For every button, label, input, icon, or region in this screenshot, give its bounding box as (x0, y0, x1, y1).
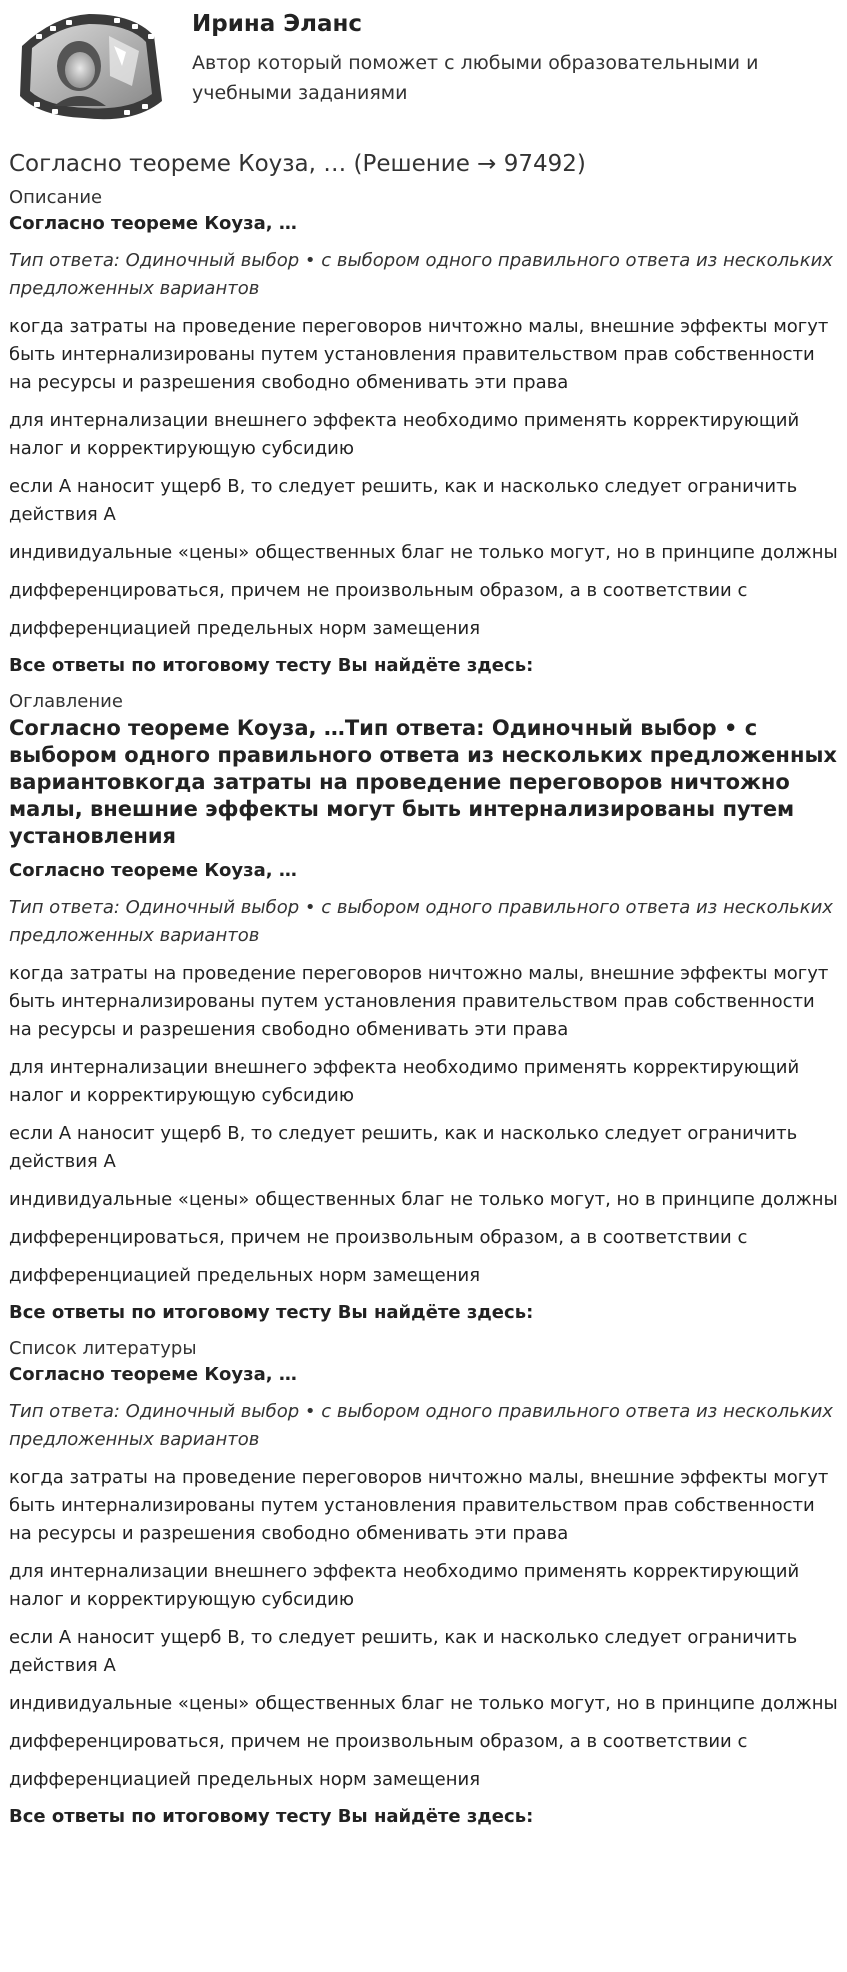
answer-type: Тип ответа: Одиночный выбор • с выбором одного правильного ответа из нескольких предложенных вариантов (9, 1401, 833, 1450)
answer-type: Тип ответа: Одиночный выбор • с выбором одного правильного ответа из нескольких предложенных вариантов (9, 250, 833, 299)
answer-option: для интернализации внешнего эффекта необходимо применять корректирующий налог и корректирующую субсидию (9, 1057, 800, 1106)
toc-section (9, 689, 838, 1326)
section-label-description: Описание (9, 187, 103, 208)
answer-option: дифференциацией предельных норм замещения (9, 1265, 481, 1286)
answer-option: индивидуальные «цены» общественных благ не только могут, но в принципе должны (9, 1693, 838, 1714)
question-title: Согласно теореме Коуза, … (9, 1364, 297, 1385)
answer-option: если А наносит ущерб В, то следует решить, как и насколько следует ограничить действия А (9, 1123, 798, 1172)
answer-option: дифференцироваться, причем не произвольным образом, а в соответствии с (9, 1731, 748, 1752)
answer-option: индивидуальные «цены» общественных благ не только могут, но в принципе должны (9, 1189, 838, 1210)
question-title: Согласно теореме Коуза, … (9, 860, 297, 881)
answer-option: дифференцироваться, причем не произвольным образом, а в соответствии с (9, 580, 748, 601)
page-title: Согласно теореме Коуза, … (Решение → 97492) (9, 151, 586, 177)
answer-type: Тип ответа: Одиночный выбор • с выбором одного правильного ответа из нескольких предложенных вариантов (9, 897, 833, 946)
all-answers-text: Все ответы по итоговому тесту Вы найдёте здесь: (9, 1806, 534, 1827)
author-name: Ирина Эланс (192, 11, 363, 37)
section-label-literature: Список литературы (9, 1338, 197, 1359)
description-section (9, 185, 838, 679)
all-answers-text: Все ответы по итоговому тесту Вы найдёте здесь: (9, 1302, 534, 1323)
answer-option: дифференцироваться, причем не произвольным образом, а в соответствии с (9, 1227, 748, 1248)
all-answers-text: Все ответы по итоговому тесту Вы найдёте здесь: (9, 655, 534, 676)
answer-option: для интернализации внешнего эффекта необходимо применять корректирующий налог и корректирующую субсидию (9, 1561, 800, 1610)
answer-option: если А наносит ущерб В, то следует решить, как и насколько следует ограничить действия А (9, 1627, 798, 1676)
author-description: Автор который поможет с любыми образовательными и учебными заданиями (192, 52, 759, 104)
answer-option: для интернализации внешнего эффекта необходимо применять корректирующий налог и корректирующую субсидию (9, 410, 800, 459)
toc-heading: Согласно теореме Коуза, …Тип ответа: Одиночный выбор • с выбором одного правильного ответа из нескольких предложенных вариантовкогда затраты на проведение переговоров ничтожно малы, внешние эффекты могут быть интернализированы путем установления (9, 716, 837, 848)
answer-option: когда затраты на проведение переговоров ничтожно малы, внешние эффекты могут быть интернализированы путем установления правительством прав собственности на ресурсы и разрешения свободно обменивать эти права (9, 1467, 829, 1544)
answer-option: если А наносит ущерб В, то следует решить, как и насколько следует ограничить действия А (9, 476, 798, 525)
answer-option: когда затраты на проведение переговоров ничтожно малы, внешние эффекты могут быть интернализированы путем установления правительством прав собственности на ресурсы и разрешения свободно обменивать эти права (9, 963, 829, 1040)
author-avatar (14, 6, 164, 126)
answer-option: когда затраты на проведение переговоров ничтожно малы, внешние эффекты могут быть интернализированы путем установления правительством прав собственности на ресурсы и разрешения свободно обменивать эти права (9, 316, 829, 393)
section-label-toc: Оглавление (9, 691, 123, 712)
author-header (9, 0, 838, 140)
literature-section (9, 1336, 838, 1830)
answer-option: дифференциацией предельных норм замещения (9, 1769, 481, 1790)
answer-option: индивидуальные «цены» общественных благ не только могут, но в принципе должны (9, 542, 838, 563)
answer-option: дифференциацией предельных норм замещения (9, 618, 481, 639)
question-title: Согласно теореме Коуза, … (9, 213, 297, 234)
